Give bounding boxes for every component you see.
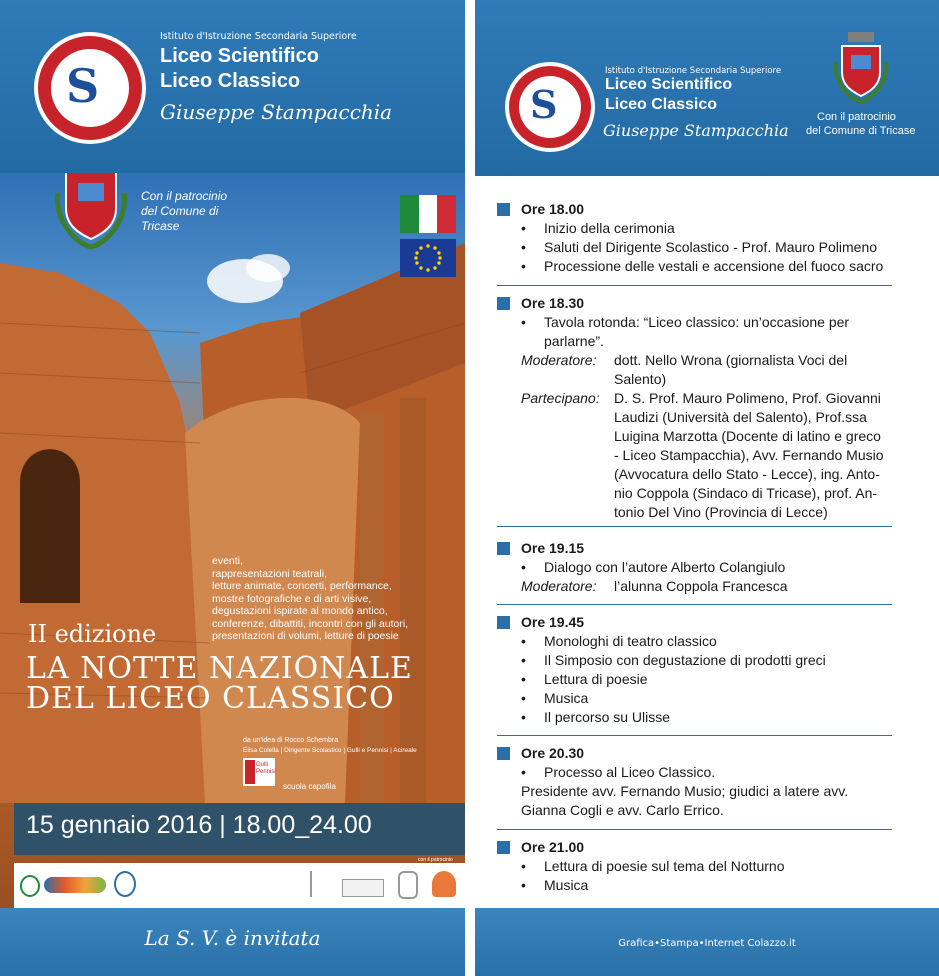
miur-logo [44,877,106,893]
moderator-text: l’alunna Coppola Francesca [614,578,788,594]
bullet-dot-icon: • [521,633,526,649]
moderator-text: Salento) [614,371,667,387]
poster-title-line1: LA NOTTE NAZIONALE [26,651,413,686]
program-section [497,613,892,727]
municipality-logo [398,871,418,899]
participants-row [497,465,892,484]
program-item-text: Tavola rotonda: “Liceo classico: un’occasione per [544,314,850,330]
patron-small-label: con il patrocinio [418,857,453,863]
bullet-dot-icon: • [521,314,526,330]
program-footer [475,908,939,976]
bullet-dot-icon: • [521,220,526,236]
program-item [497,651,892,670]
program-item [497,632,892,651]
participants-row [497,427,892,446]
participants-text: nio Coppola (Sindaco di Tricase), prof. An- [614,485,878,501]
patronage-right-1: Con il patrocinio [817,111,896,123]
program-item [497,876,892,895]
bullet-dot-icon: • [521,764,526,780]
aicc-logo [342,879,384,897]
program-time-label: Ore 19.45 [521,614,585,630]
tricase-crest-icon [52,173,130,253]
program-time-label: Ore 18.00 [521,201,585,217]
program-section [497,200,892,276]
participants-text: (Avvocatura dello Stato - Lecce), ing. Anto- [614,466,880,482]
program-item [497,857,892,876]
program-item-text: Dialogo con l’autore Alberto Colangiulo [544,559,786,575]
program-section [497,838,892,895]
edition-label: II edizione [28,620,157,648]
moderator-label: Moderatore: [521,578,597,594]
program-item [497,689,892,708]
program-section [497,744,892,820]
participants-row [497,389,892,408]
participants-text: tonio Del Vino (Provincia di Lecce) [614,504,828,520]
events-line: degustazioni ispirate al mondo antico, [212,605,388,617]
school-line2: Liceo Classico [160,70,301,92]
program-time-label: Ore 18.30 [521,295,585,311]
school-subtitle: Istituto d'Istruzione Secondaria Superiore [160,31,357,42]
tricase-crest-icon-small [832,32,890,106]
program-item [497,708,892,727]
program-item-cont [497,332,892,351]
patronage-right-2: del Comune di Tricase [806,125,916,137]
region-logo [114,871,136,897]
school-line1: Liceo Scientifico [160,45,319,67]
program-time-label: Ore 21.00 [521,839,585,855]
school-line1-small: Liceo Scientifico [605,76,733,93]
section-divider [497,526,892,527]
bullet-square-icon [497,203,510,216]
bullet-dot-icon: • [521,652,526,668]
bullet-square-icon [497,841,510,854]
lead-school-label: scuola capofila [283,782,336,791]
program-item [497,670,892,689]
bullet-dot-icon: • [521,858,526,874]
moderator-row [497,577,892,596]
school-line2-small: Liceo Classico [605,96,718,113]
events-line: rappresentazioni teatrali, [212,567,327,580]
front-header [0,0,465,173]
program-section [497,294,892,522]
program-item-text: Il percorso su Ulisse [544,709,671,725]
events-line: letture animate, concerti, performance, [212,580,392,592]
bullet-dot-icon: • [521,239,526,255]
sponsor-logos [14,863,465,908]
republic-emblem-icon [20,875,40,897]
moderator-label: Moderatore: [521,352,597,368]
program-time [497,539,892,558]
program-extra: Gianna Cogli e avv. Carlo Errico. [521,802,724,818]
poster-title-line2: DEL LICEO CLASSICO [26,681,395,716]
events-line: presentazioni di volumi, letture di poesie [212,630,399,642]
partner-logo [432,871,456,897]
participants-text: Luigina Marzotta (Docente di latino e greco [614,428,881,444]
school-name: Giuseppe Stampacchia [160,100,393,124]
section-divider [497,735,892,736]
program-time-label: Ore 20.30 [521,745,585,761]
section-divider [497,829,892,830]
participants-text: Laudizi (Università del Salento), Prof.ssa [614,409,867,425]
event-poster [0,173,465,908]
program-item [497,219,892,238]
program-time [497,838,892,857]
bullet-dot-icon: • [521,559,526,575]
bullet-dot-icon: • [521,877,526,893]
program-section [497,539,892,596]
program-item-text: Saluti del Dirigente Scolastico - Prof. Mauro Polimeno [544,239,878,255]
bullet-square-icon [497,616,510,629]
program-item [497,238,892,257]
program-time [497,200,892,219]
program-item [497,763,892,782]
organizer-credit: Elisa Colella | Dirigente Scolastico | Gulli e Pennisi | Acireale [243,747,417,754]
bullet-dot-icon: • [521,709,526,725]
program-header [475,0,939,176]
program-item-text: Processione delle vestali e accensione del fuoco sacro [544,258,884,274]
participants-text: - Liceo Stampacchia), Avv. Fernando Musio [614,447,884,463]
italy-flag-icon [400,195,456,233]
program-item-text: parlarne”. [544,333,604,349]
program-item-text: Processo al Liceo Classico. [544,764,716,780]
participants-row [497,503,892,522]
program-item-text: Monologhi di teatro classico [544,633,717,649]
school-logo-small: S [505,62,595,152]
school-name-small: Giuseppe Stampacchia [603,121,789,140]
program-item-text: Il Simposio con degustazione di prodotti greci [544,652,826,668]
program-item [497,558,892,577]
footer-credit: Grafica•Stampa•Internet Colazzo.it [618,938,796,949]
invitation-band [0,908,465,976]
eu-flag-icon [400,239,456,277]
lead-school-logo-text: Gulli Pennisi [256,762,276,775]
bullet-dot-icon: • [521,690,526,706]
events-list [212,555,457,643]
program-item-text: Lettura di poesie sul tema del Notturno [544,858,785,874]
participants-text: D. S. Prof. Mauro Polimeno, Prof. Giovanni [614,390,881,406]
patronage-line-1: Con il patrocinio [141,189,228,203]
program-time [497,613,892,632]
program-time-label: Ore 19.15 [521,540,585,556]
program-extra: Presidente avv. Fernando Musio; giudici a latere avv. [521,783,849,799]
lead-school-logo [243,758,275,786]
program-item-text: Inizio della cerimonia [544,220,675,236]
program-time [497,294,892,313]
events-line: eventi, [212,555,243,567]
bullet-square-icon [497,542,510,555]
program-item-text: Lettura di poesie [544,671,648,687]
program-item [497,257,892,276]
front-panel [0,0,465,976]
moderator-text: dott. Nello Wrona (giornalista Voci del [614,352,848,368]
bullet-dot-icon: • [521,671,526,687]
bullet-square-icon [497,297,510,310]
fold-gap [465,0,475,976]
patronage-line-2: del Comune di [141,204,219,218]
invitation-text: La S. V. è invitata [144,926,321,950]
participants-label: Partecipano: [521,390,600,406]
events-line: conferenze, dibattiti, incontri con gli autori, [212,617,409,630]
participants-row [497,408,892,427]
events-line: mostre fotografiche e di arti visive, [212,592,372,605]
program-time [497,744,892,763]
event-date-bar [14,803,465,855]
bullet-square-icon [497,747,510,760]
moderator-row [497,351,892,370]
program-item [497,313,892,332]
section-divider [497,604,892,605]
event-date: 15 gennaio 2016 | 18.00_24.00 [26,811,372,839]
idea-credit: da un'idea di Rocco Schembra [243,737,339,744]
program-item-text: Musica [544,690,589,706]
participants-row [497,484,892,503]
participants-row [497,446,892,465]
patronage-line-3: Tricase [141,219,180,233]
school-logo: S [34,32,146,144]
moderator-row-cont [497,370,892,389]
arpa-logo [310,871,340,897]
section-divider [497,285,892,286]
school-subtitle-small: Istituto d'Istruzione Secondaria Superiore [605,66,782,76]
program-item-text: Musica [544,877,589,893]
bullet-dot-icon: • [521,258,526,274]
